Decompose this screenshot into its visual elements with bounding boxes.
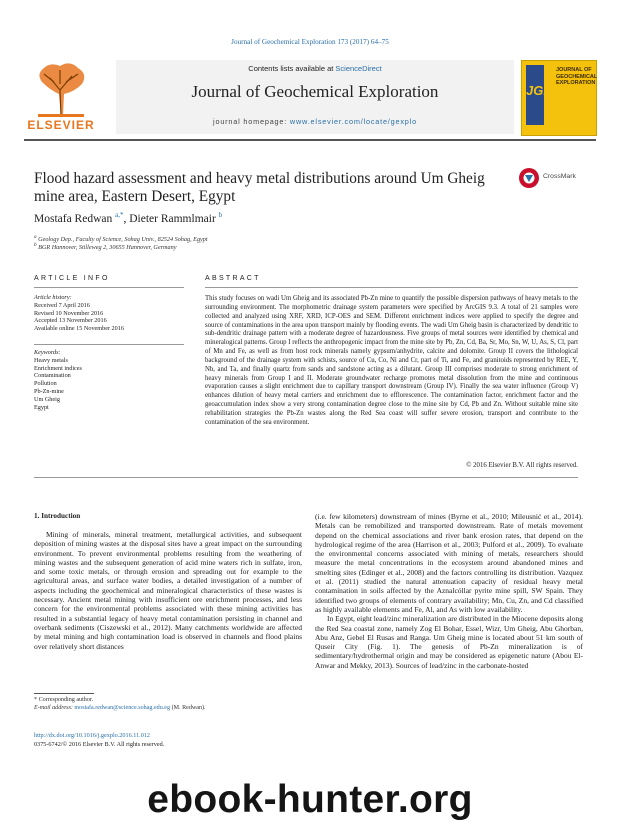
keyword: Pollution (34, 380, 57, 388)
author-name[interactable]: Mostafa Redwan (34, 212, 113, 225)
journal-cover-thumbnail[interactable] (521, 60, 597, 136)
doi-link[interactable]: http://dx.doi.org/10.1016/j.gexplo.2016.11.012 (34, 732, 151, 739)
affiliation-marker: b (34, 242, 37, 248)
history-entry: Received 7 April 2016 (34, 301, 90, 309)
article-info-heading: ARTICLE INFO (34, 275, 110, 282)
section-heading: 1. Introduction (34, 512, 81, 520)
author-superscript[interactable]: a,* (115, 211, 124, 219)
keywords (34, 349, 184, 411)
email-label: E-mail address: (34, 705, 75, 711)
history-entry: Revised 10 November 2016 (34, 309, 104, 317)
keyword: Contamination (34, 372, 71, 380)
corresponding-author-note (34, 697, 93, 703)
history-label: Article history: (34, 294, 72, 301)
abstract-divider (205, 287, 578, 288)
footnote-rule (34, 693, 94, 694)
author-name[interactable]: Dieter Rammlmair (129, 212, 216, 225)
cover-abbreviation: JGE (526, 83, 553, 98)
footnote-text: Corresponding author. (38, 697, 94, 703)
history-entry: Available online 15 November 2016 (34, 325, 124, 333)
crossmark-icon (518, 167, 540, 189)
sciencedirect-link[interactable]: ScienceDirect (335, 64, 382, 73)
intro-paragraph: (i.e. few kilometers) downstream of mines (Byrne et al., 2010; Mileusnić et al., 2014). Metals can be remobilized and transported downstream. Rate of metals movement depend on the chemical associations and river bank erosion rates, that depend on the hydrological regime of the area (Harrison et al., 2003; Pulford et al., 2009). To evaluate the environmental concerns associated with mining of metals, researchers should measure the metal concentrations in the ecosystem around abandoned mines and smelting sites (Edinger et al., 2008) and the factors controlling its distribution. Vazquez et al. (2011) studied the natural attenuation capacity of residual heavy metal contamination in soils affected by the Aznalcóllar pyrite mine spill, SW Spain. They identified two groups of elements of contrary availability; Mn, Cu, Zn, and Cd classified as highly available elements and Fe, Al, and As with low availability. (315, 512, 583, 614)
keyword: Egypt (34, 403, 49, 411)
journal-header (24, 60, 596, 134)
author-superscript[interactable]: b (218, 211, 223, 219)
abstract-bottom-divider (34, 477, 578, 478)
email-note (34, 705, 206, 711)
header-divider (24, 139, 596, 141)
homepage-prefix: journal homepage: (213, 117, 290, 126)
homepage-line (116, 117, 514, 126)
intro-paragraph: In Egypt, eight lead/zinc mineralization are distributed in the Miocene deposits along the Red Sea coastal zone, namely Zog El Bohar, Essel, Wizr, Um Gheig, Abu Ghorban, Abu Anz, Gebel El Rusas and Ranga. Um Gheig mine is located about 51 km south of Quseir City (Fig. 1). The genesis of Pb-Zn mineralization is of sedimentary/hydrothermal origin and may be considered as epigenetic nature (Abou El-Anwar and Mekky, 2013). Sources of lead/zinc in the carbonate-hosted (315, 614, 583, 670)
article-history (34, 294, 184, 333)
affiliation-marker: a (34, 234, 37, 240)
keyword: Heavy metals (34, 356, 68, 364)
watermark: ebook-hunter.org (147, 778, 473, 821)
abstract-text: This study focuses on wadi Um Gheig and its associated Pb-Zn mine to quantify the possible dispersion pathways of heavy metals to the surrounding environment. The morphometric drainage system parameters were specified by ArcGIS 9.3. A total of 21 samples were collected and analyzed using XRF, XRD, ICP-OES and SEM. Different enrichment indices were applied to specify the degree and source of contaminations in the area upon transport mainly by flooding events. The wadi Um Gheig basin is characterized by dendritic to sub-dendritic drainage pattern with a moderate degree of hazardousness. Five groups of metal sources were identified by chemical and mineralogical patterns. Group I reflects the anthropogenic impact from the mine site by Pb, Zn, Cd, Ba, Sr, Mo, Sn, W, U, As, S, Cl, part of Mn and Fe, as well as from host rock minerals namely gypsum/anhydrite, calcite and dolomite. Group II covers the lithological background of the drainage system with schists, source of Cu, Co, Ni and Cr, part of Ti, and Fe, and granitoids represented by REE, Y, Nb, and Ta, and finally quartz from sands and sandstone acting as a dilutant. Group III comprises moderate to strong enrichment of heavy minerals from Group I and II. Moderate groundwater recharge promotes metal dissolution from the mine and continuous evaporation causes a slight enrichment due to capillary transport downstream (Group IV). Finally the sea water influence (Group V) enhances dilution of heavy metal carriers and enrichment due to efflorescence. The contamination factor, enrichment factor and the geoaccumulation index show a very strong contamination degree close to the mine site by Cd, Pb and Zn. Without suitable mine site rehabilitation strategies the Pb-Zn wastes along the Red Sea coast will suffer severe erosion, transport and contribute to the contamination of the sea environment. (205, 295, 578, 426)
info-divider (34, 287, 184, 288)
publisher-wordmark: ELSEVIER (27, 118, 95, 132)
author-list (34, 211, 222, 225)
email-suffix: (M. Redwan). (170, 705, 206, 711)
journal-title: Journal of Geochemical Exploration (191, 82, 439, 101)
affiliation-text: BGR Hannover, Stilleweg 2, 30655 Hannover, Germany (38, 244, 177, 252)
intro-paragraph: Mining of minerals, mineral treatment, metallurgical activities, and subsequent deposition of mining wastes at the disposal sites have a great impact on the surrounding environment. To prevent environmental problems resulting from the weathering of mining wastes and the subsequent generation of acid mine waters rich in sulfate, iron, and some toxic metals, or through erosion and spreading out for example to the agricultural areas, and surface water bodies, a detailed investigation of a number of aspects including the geochemical and mineralogical characteristics of these wastes is necessary. Ancient metal mining with insufficient ore enrichment processes, and less concern for the environmental problems associated with these mining activities has resulted in a substantial legacy of heavy metal contamination persisting in channel and overbank sediments (Ciszewski et al., 2012). Many catchments worldwide are affected by metal mining and high contamination load is observed in channels and flood plains over relatively short distances (34, 530, 302, 651)
cover-title: JOURNAL OF GEOCHEMICAL EXPLORATION (556, 67, 598, 86)
keyword: Pb-Zn-mine (34, 387, 64, 395)
crossmark-label: CrossMark (543, 173, 576, 180)
journal-reference[interactable]: Journal of Geochemical Exploration 173 (2017) 64–75 (231, 38, 389, 46)
contents-line (116, 64, 514, 73)
keyword: Um Gheig (34, 395, 60, 403)
homepage-link[interactable]: www.elsevier.com/locate/gexplo (289, 117, 417, 126)
keyword: Enrichment indices (34, 364, 82, 372)
email-link[interactable]: mostafa.redwan@science.sohag.edu.eg (74, 705, 171, 711)
affiliation-text: Geology Dep., Faculty of Science, Sohag Univ., 82524 Sohag, Egypt (38, 236, 208, 244)
journal-banner (116, 60, 514, 134)
issn-copyright: 0375-6742/© 2016 Elsevier B.V. All rights reserved. (34, 741, 165, 748)
elsevier-logo[interactable] (24, 60, 98, 134)
affiliation (34, 242, 176, 251)
footnote-asterisk: * (34, 697, 39, 703)
intro-column-right (315, 512, 583, 670)
contents-prefix: Contents lists available at (248, 64, 336, 73)
intro-column-left (34, 530, 302, 651)
crossmark-badge[interactable] (518, 167, 588, 189)
abstract-copyright: © 2016 Elsevier B.V. All rights reserved. (466, 462, 578, 469)
abstract-heading: ABSTRACT (205, 275, 261, 282)
article-title: Flood hazard assessment and heavy metal distributions around Um Gheig mine area, Eastern Desert, Egypt (34, 170, 485, 205)
author-separator: , (123, 212, 130, 225)
elsevier-tree-icon (30, 60, 92, 118)
history-entry: Accepted 13 November 2016 (34, 317, 107, 325)
keywords-divider (34, 344, 184, 345)
keywords-label: Keywords: (34, 349, 61, 356)
